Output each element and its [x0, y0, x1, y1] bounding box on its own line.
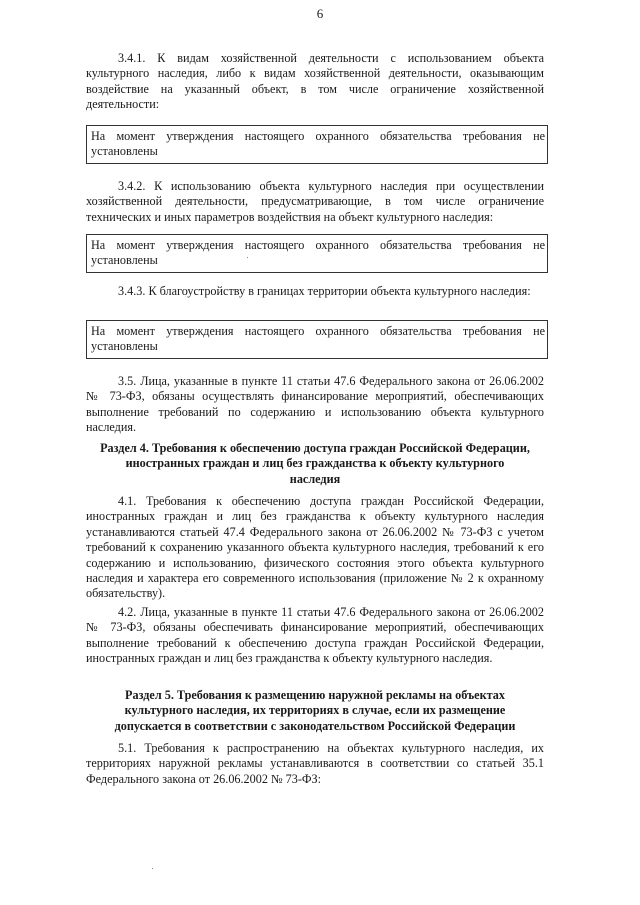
requirements-box-3: На момент утверждения настоящего охранного обязательства требования не установлены — [86, 320, 548, 359]
paragraph-4-2-text: 4.2. Лица, указанные в пункте 11 статьи 47.6 Федерального закона от 26.06.2002 № 73-ФЗ, обязаны обеспечивать финансирование мероприятий, обеспечивающих выполнение требований к обеспечению доступа граждан Российской Федерации, иностранных граждан и лиц без гражданства к объекту культурного наследия. — [86, 605, 544, 666]
requirements-box-2: На момент утверждения настоящего охранного обязательства требования не установлены — [86, 234, 548, 273]
paragraph-3-4-2-text: 3.4.2. К использованию объекта культурного наследия при осуществлении хозяйственной деятельности, предусматривающие, в том числе ограничение технических и иных параметров воздействия на объект культурного наследия: — [86, 179, 544, 224]
paragraph-3-4-2 — [86, 179, 544, 225]
paragraph-4-2 — [86, 605, 544, 667]
page-number: 6 — [316, 6, 324, 21]
scan-speck — [247, 257, 248, 258]
section-5-heading: Раздел 5. Требования к размещению наружной рекламы на объектах культурного наследия, их территориях в случае, если их размещение допускается в соответствии с законодательством Российской Федерации — [114, 688, 516, 733]
paragraph-4-1-text: 4.1. Требования к обеспечению доступа граждан Российской Федерации, иностранных граждан и лиц без гражданства к объекту культурного наследия устанавливаются статьей 47.4 Федерального закона от 26.06.2002 № 73-ФЗ с учетом требований к сохранению указанного объекта культурного наследия, требований к его содержанию и использованию, физического состояния этого объекта культурного наследия и характера его современного использования (приложение № 2 к охранному обязательству). — [86, 494, 544, 601]
paragraph-3-5 — [86, 374, 544, 436]
scan-speck — [152, 868, 153, 869]
paragraph-4-1 — [86, 494, 544, 602]
paragraph-3-4-3 — [86, 284, 544, 299]
paragraph-3-5-text: 3.5. Лица, указанные в пункте 11 статьи 47.6 Федерального закона от 26.06.2002 № 73-ФЗ, обязаны осуществлять финансирование мероприятий, обеспечивающих выполнение требований по содержанию и использованию объекта культурного наследия. — [86, 374, 544, 435]
paragraph-3-4-1-text: 3.4.1. К видам хозяйственной деятельности с использованием объекта культурного наследия, либо к видам хозяйственной деятельности, оказывающим воздействие на указанный объект, в том числе ограничение хозяйственной деятельности: — [86, 51, 544, 112]
paragraph-5-1-text: 5.1. Требования к распространению на объектах культурного наследия, их территориях наружной рекламы устанавливаются в соответствии со статьей 35.1 Федерального закона от 26.06.2002 № 73-ФЗ: — [86, 741, 544, 786]
section-4-heading: Раздел 4. Требования к обеспечению доступа граждан Российской Федерации, иностранных граждан и лиц без гражданства к объекту культурного наследия — [100, 441, 530, 486]
paragraph-3-4-1 — [86, 51, 544, 113]
paragraph-3-4-3-text: 3.4.3. К благоустройству в границах территории объекта культурного наследия: — [118, 284, 531, 298]
paragraph-5-1 — [86, 741, 544, 787]
requirements-box-1: На момент утверждения настоящего охранного обязательства требования не установлены — [86, 125, 548, 164]
